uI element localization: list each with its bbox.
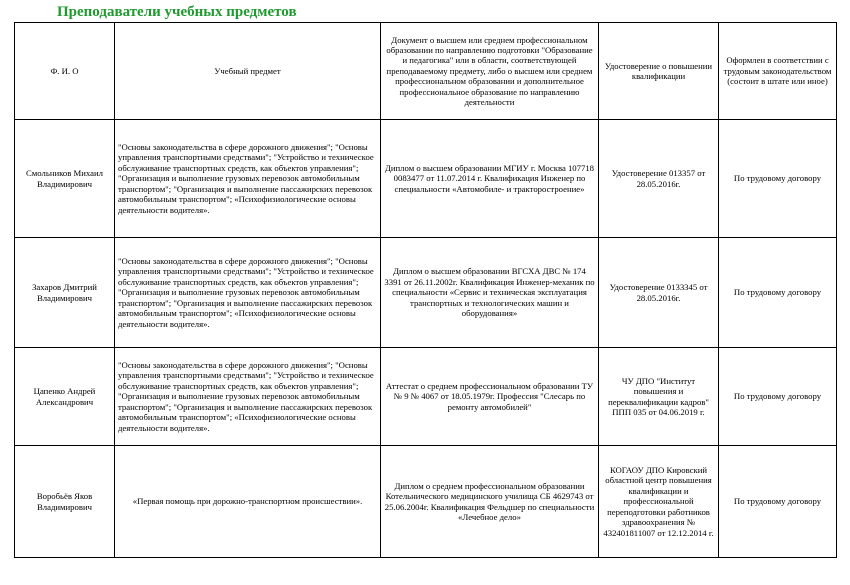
table-row (15, 446, 837, 558)
header-education: Документ о высшем или среднем профессиональном образовании по направлению подготовки "Образование и педагогика" или в области, соответствующей преподаваемому предмету, либо о высшем или среднем профессиональном образовании и дополнительное профессиональное образование по направлению деятельности (381, 23, 599, 120)
table-header-row (15, 23, 837, 120)
teacher-employment: По трудовому договору (719, 348, 837, 446)
teacher-certificate: Удостоверение 0133345 от 28.05.2016г. (599, 238, 719, 348)
teacher-subjects: "Основы законодательства в сфере дорожного движения"; "Основы управления транспортными средствами"; "Устройство и техническое обслуживание транспортных средств, как объектов управления"; "Организация и выполнение грузовых перевозок автомобильным транспортом"; "Организация и выполнение пассажирских перевозок автомобильным транспортом"; «Психофизиологические основы деятельности водителя». (115, 120, 381, 238)
teacher-subjects: "Основы законодательства в сфере дорожного движения"; "Основы управления транспортными средствами"; "Устройство и техническое обслуживание транспортных средств, как объектов управления"; "Организация и выполнение грузовых перевозок автомобильным транспортом"; "Организация и выполнение пассажирских перевозок автомобильным транспортом"; «Психофизиологические основы деятельности водителя». (115, 238, 381, 348)
teacher-name: Цапенко Андрей Александрович (15, 348, 115, 446)
teacher-certificate: ЧУ ДПО "Институт повышения и переквалификации кадров" ППП 035 от 04.06.2019 г. (599, 348, 719, 446)
teacher-certificate: КОГАОУ ДПО Кировский областной центр повышения квалификации и профессиональной переподготовки работников здравоохранения № 432401811007 от 12.12.2014 г. (599, 446, 719, 558)
teacher-education: Диплом о высшем образовании МГИУ г. Москва 107718 0083477 от 11.07.2014 г. Квалификация Инженер по специальности «Автомобиле- и тракторостроение» (381, 120, 599, 238)
teacher-education: Аттестат о среднем профессиональном образовании ТУ № 9 № 4067 от 18.05.1979г. Профессия "Слесарь по ремонту автомобилей" (381, 348, 599, 446)
header-certificate: Удостоверение о повышении квалификации (599, 23, 719, 120)
teacher-subjects: «Первая помощь при дорожно-транспортном происшествии». (115, 446, 381, 558)
table-row (15, 348, 837, 446)
teachers-table (14, 22, 837, 558)
table-row (15, 238, 837, 348)
teacher-employment: По трудовому договору (719, 446, 837, 558)
page-title: Преподаватели учебных предметов (57, 4, 297, 20)
header-fio: Ф. И. О (15, 23, 115, 120)
teacher-name: Воробьёв Яков Владимирович (15, 446, 115, 558)
teacher-education: Диплом о среднем профессиональном образовании Котельнического медицинского училища СБ 4629743 от 25.06.2004г. Квалификация Фельдшер по специальности «Лечебное дело» (381, 446, 599, 558)
teacher-name: Смольников Михаил Владимирович (15, 120, 115, 238)
teacher-certificate: Удостоверение 013357 от 28.05.2016г. (599, 120, 719, 238)
header-subject: Учебный предмет (115, 23, 381, 120)
teacher-name: Захаров Дмитрий Владимирович (15, 238, 115, 348)
header-employment: Оформлен в соответствии с трудовым законодательством (состоит в штате или иное) (719, 23, 837, 120)
teacher-employment: По трудовому договору (719, 238, 837, 348)
teacher-employment: По трудовому договору (719, 120, 837, 238)
table-row (15, 120, 837, 238)
teacher-subjects: "Основы законодательства в сфере дорожного движения"; "Основы управления транспортными средствами"; "Устройство и техническое обслуживание транспортных средств, как объектов управления"; "Организация и выполнение грузовых перевозок автомобильным транспортом"; "Организация и выполнение пассажирских перевозок автомобильным транспортом"; «Психофизиологические основы деятельности водителя». (115, 348, 381, 446)
teacher-education: Диплом о высшем образовании ВГСХА ДВС № 174 3391 от 26.11.2002г. Квалификация Инженер-механик по специальности «Сервис и техническая эксплуатация транспортных и технологических машин и оборудования» (381, 238, 599, 348)
